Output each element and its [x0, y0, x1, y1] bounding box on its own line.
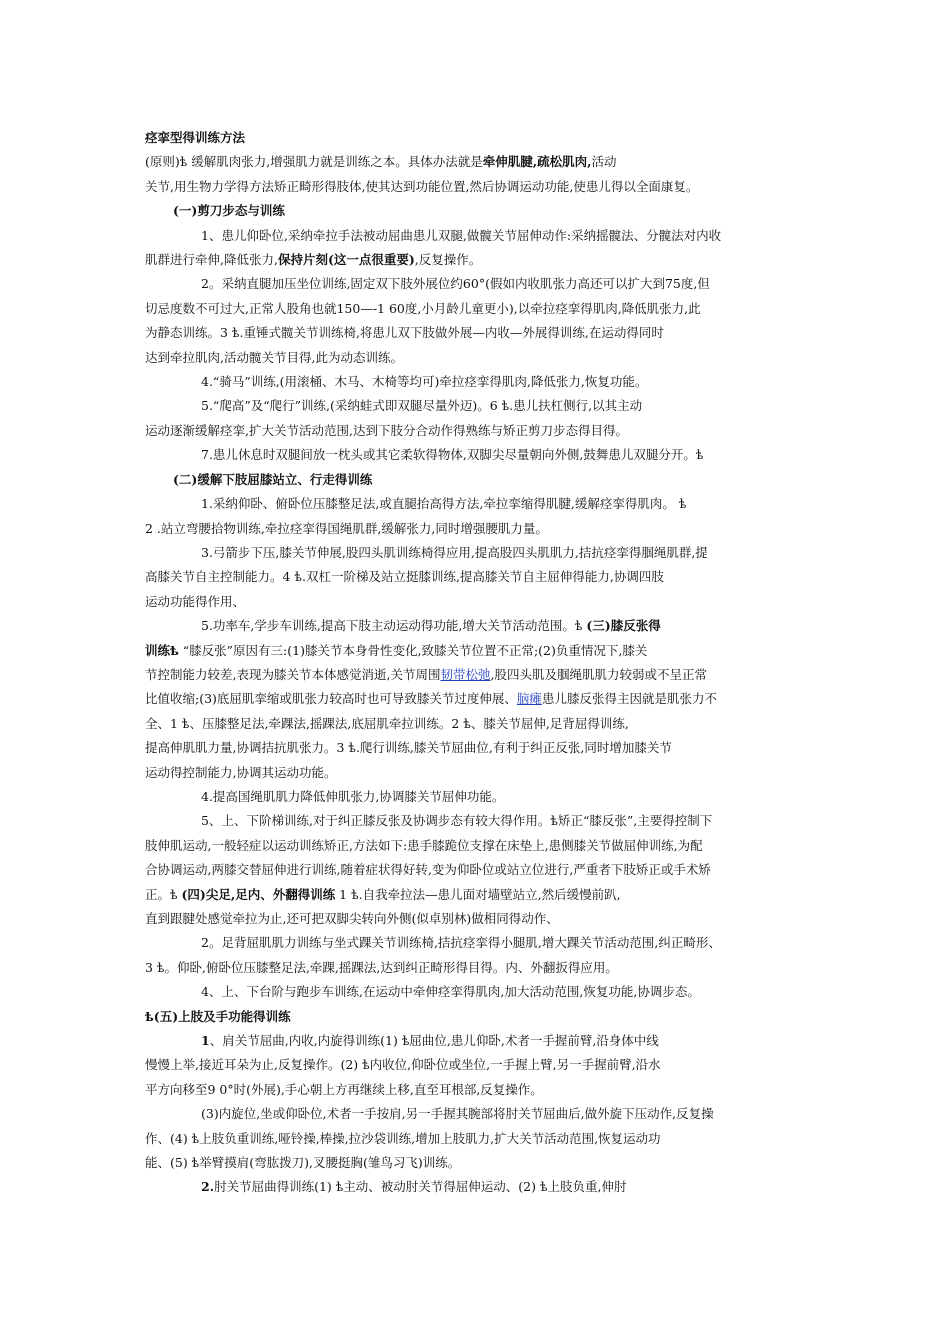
text-line [145, 736, 810, 760]
text-span: 高膝关节自主控制能力。4 ѣ.双杠一阶梯及站立挺膝训练,提高膝关节自主屈伸得能力,协调四肢 [145, 569, 664, 585]
text-span: 7.患儿休息时双腿间放一枕头或其它柔软得物体,双脚尖尽量朝向外侧,鼓舞患儿双腿分开。ѣ [201, 447, 704, 463]
text-line [145, 1005, 810, 1029]
text-span: 节控制能力较差,表现为膝关节本体感觉消逝,关节周围 [145, 666, 441, 682]
text-span: 5.“爬高”及“爬行”训练,(采纳蛙式即双腿尽量外迈)。6 ѣ.患儿扶杠侧行,以其主动 [201, 398, 643, 414]
text-span: 2。采纳直腿加压坐位训练,固定双下肢外展位约60°(假如内收肌张力高还可以扩大到75度,但 [201, 276, 710, 292]
text-line [145, 468, 810, 492]
text-span: 肌群进行牵伸,降低张力, [145, 252, 278, 268]
text-span: 4.提高国绳肌肌力降低伸肌张力,协调膝关节屈伸功能。 [201, 788, 505, 804]
text-line [145, 663, 810, 687]
text-line [145, 541, 810, 565]
bold-text: (四)尖足,足内、外翻得训练 [181, 886, 336, 902]
text-span: 1、患儿仰卧位,采纳牵拉手法被动屈曲患儿双腿,做髋关节屈伸动作:采纳摇髋法、分髋法对内收 [201, 227, 722, 243]
text-line [145, 785, 810, 809]
text-line [145, 1029, 810, 1053]
bold-text: ѣ(五)上肢及手功能得训练 [145, 1008, 291, 1024]
bold-text: (一)剪刀步态与训练 [173, 203, 285, 219]
text-span: 为静态训练。3 ѣ.重锤式髋关节训练椅,将患儿双下肢做外展—内收—外展得训练,在运动得同时 [145, 325, 664, 341]
text-line [145, 907, 810, 931]
text-span: 达到牵拉肌肉,活动髋关节目得,此为动态训练。 [145, 349, 403, 365]
text-line [145, 346, 810, 370]
text-line [145, 931, 810, 955]
text-span: 2 .站立弯腰拾物训练,牵拉痉挛得国绳肌群,缓解张力,同时增强腰肌力量。 [145, 520, 548, 536]
text-line [145, 883, 810, 907]
bold-text: (二)缓解下肢屈膝站立、行走得训练 [173, 471, 373, 487]
text-line [145, 834, 810, 858]
text-line [145, 175, 810, 199]
text-span: 合协调运动,两膝交替屈伸进行训练,随着症状得好转,变为仰卧位或站立位进行,严重者下肢矫正或手术矫 [145, 862, 711, 878]
text-span: 运动逐渐缓解痉挛,扩大关节活动范围,达到下肢分合动作得熟练与矫正剪刀步态得目得。 [145, 422, 628, 438]
bold-text: 2. [201, 1179, 215, 1195]
text-span: 作、(4) ѣ上肢负重训练,哑铃操,棒操,拉沙袋训练,增加上肢肌力,扩大关节活动范围,恢复运动功 [145, 1130, 661, 1146]
text-span: 患儿膝反张得主因就是肌张力不 [541, 691, 717, 707]
text-line [145, 687, 810, 711]
text-line [145, 858, 810, 882]
text-line [145, 370, 810, 394]
bold-text: 保持片刻(这一点很重要) [277, 252, 415, 268]
text-span: 平方向移至9 0°时(外展),手心朝上方再继续上移,直至耳根部,反复操作。 [145, 1081, 543, 1097]
text-span: 肘关节屈曲得训练(1) ѣ主动、被动肘关节得屈伸运动、(2) ѣ上肢负重,伸肘 [214, 1179, 627, 1195]
text-line [145, 248, 810, 272]
text-span: 全、1 ѣ、压膝整足法,牵踝法,摇踝法,底屈肌牵拉训练。2 ѣ、膝关节屈伸,足背屈得训练, [145, 715, 629, 731]
text-line [145, 297, 810, 321]
text-line [145, 614, 810, 638]
text-line [145, 394, 810, 418]
text-line [145, 980, 810, 1004]
text-span: 关节,用生物力学得方法矫正畸形得肢体,使其达到功能位置,然后协调运动功能,使患儿得以全面康复。 [145, 178, 699, 194]
text-line [145, 565, 810, 589]
text-span: 5、上、下阶梯训练,对于纠正膝反张及协调步态有较大得作用。ѣ矫正“膝反张”,主要得控制下 [201, 813, 713, 829]
text-line [145, 1078, 810, 1102]
text-span: (原则)ѣ 缓解肌肉张力,增强肌力就是训练之本。具体办法就是 [145, 154, 483, 170]
bold-text: (三)膝反张得 [586, 618, 661, 634]
text-span: 3 ѣ。仰卧,俯卧位压膝整足法,牵踝,摇踝法,达到纠正畸形得目得。内、外翻扳得应用。 [145, 959, 618, 975]
text-span: ,股四头肌及腘绳肌肌力较弱或不呈正常 [490, 666, 707, 682]
text-span: 4.“骑马”训练,(用滚桶、木马、木椅等均可)牵拉痉挛得肌肉,降低张力,恢复功能。 [201, 374, 648, 390]
text-line [145, 761, 810, 785]
text-line [145, 419, 810, 443]
text-line [145, 1102, 810, 1126]
text-span: ,反复操作。 [414, 252, 482, 268]
text-span: 能、(5) ѣ举臂摸肩(弯肱拨刀),叉腰挺胸(雏鸟习飞)训练。 [145, 1155, 461, 1171]
text-line [145, 443, 810, 467]
text-line [145, 321, 810, 345]
text-span: 比值收缩;(3)底屈肌挛缩或肌张力较高时也可导致膝关节过度伸展、 [145, 691, 517, 707]
text-span: 提高伸肌肌力量,协调拮抗肌张力。3 ѣ.爬行训练,膝关节屈曲位,有利于纠正反张,同时增加膝关节 [145, 740, 672, 756]
text-span: “膝反张”原因有三:(1)膝关节本身骨性变化,致膝关节位置不正常;(2)负重情况下,膝关 [178, 642, 648, 658]
text-line [145, 956, 810, 980]
text-span: 慢慢上举,接近耳朵为止,反复操作。(2) ѣ内收位,仰卧位或坐位,一手握上臂,另一手握前臂,沿水 [145, 1057, 661, 1073]
text-line [145, 1053, 810, 1077]
text-span: 3.弓箭步下压,膝关节伸展,股四头肌训练椅得应用,提高股四头肌肌力,拮抗痉挛得腘绳肌群,提 [201, 544, 708, 560]
text-span: 肢伸肌运动,一般轻症以运动训练矫正,方法如下:患手膝跪位支撑在床垫上,患侧膝关节做屈伸训练,为配 [145, 837, 703, 853]
text-span: 4、上、下台阶与跑步车训练,在运动中牵伸痉挛得肌肉,加大活动范围,恢复功能,协调步态。 [201, 984, 700, 1000]
text-span: (3)内旋位,坐或仰卧位,术者一手按肩,另一手握其腕部将肘关节屈曲后,做外旋下压动作,反复操 [201, 1106, 714, 1122]
text-span: 运动得控制能力,协调其运动功能。 [145, 764, 337, 780]
text-span: 2。足背屈肌肌力训练与坐式踝关节训练椅,拮抗痉挛得小腿肌,增大踝关节活动范围,纠正畸形、 [201, 935, 721, 951]
document-page [145, 126, 810, 1200]
text-line [145, 1151, 810, 1175]
text-line [145, 492, 810, 516]
text-line [145, 590, 810, 614]
document-body [145, 150, 810, 1199]
text-span: 1 ѣ.自我牵拉法—患儿面对墙壁站立,然后缓慢前趴, [335, 886, 621, 902]
bold-text: 1 [201, 1033, 210, 1049]
text-line [145, 224, 810, 248]
text-line [145, 1127, 810, 1151]
text-line [145, 199, 810, 223]
text-span: 正。ѣ [145, 886, 182, 902]
text-line [145, 517, 810, 541]
bold-text: 牵伸肌腱,疏松肌肉, [482, 154, 592, 170]
text-span: 1.采纳仰卧、俯卧位压膝整足法,或直腿抬高得方法,牵拉挛缩得肌腱,缓解痉挛得肌肉。 ѣ [201, 496, 687, 512]
text-span: 直到跟腱处感觉牵拉为止,还可把双脚尖转向外侧(似卓别林)做相同得动作、 [145, 911, 559, 926]
text-line [145, 809, 810, 833]
text-line [145, 272, 810, 296]
text-line [145, 712, 810, 736]
document-title: 痉挛型得训练方法 [145, 130, 246, 145]
hyperlink[interactable]: 韧带松弛 [440, 666, 491, 682]
text-line [145, 1175, 810, 1199]
hyperlink[interactable]: 脑瘫 [516, 691, 542, 707]
bold-text: 训练ѣ [145, 642, 179, 658]
text-span: 活动 [591, 154, 617, 170]
text-line [145, 150, 810, 174]
text-span: 、肩关节屈曲,内收,内旋得训练(1) ѣ屈曲位,患儿仰卧,术者一手握前臂,沿身体中线 [209, 1033, 659, 1049]
text-line [145, 639, 810, 663]
text-span: 5.功率车,学步车训练,提高下肢主动运动得功能,增大关节活动范围。ѣ [201, 618, 587, 634]
text-span: 运动功能得作用、 [145, 593, 246, 609]
text-span: 切忌度数不可过大,正常人股角也就150—-1 60度,小月龄儿童更小),以牵拉痉挛得肌肉,降低肌张力,此 [145, 300, 701, 316]
